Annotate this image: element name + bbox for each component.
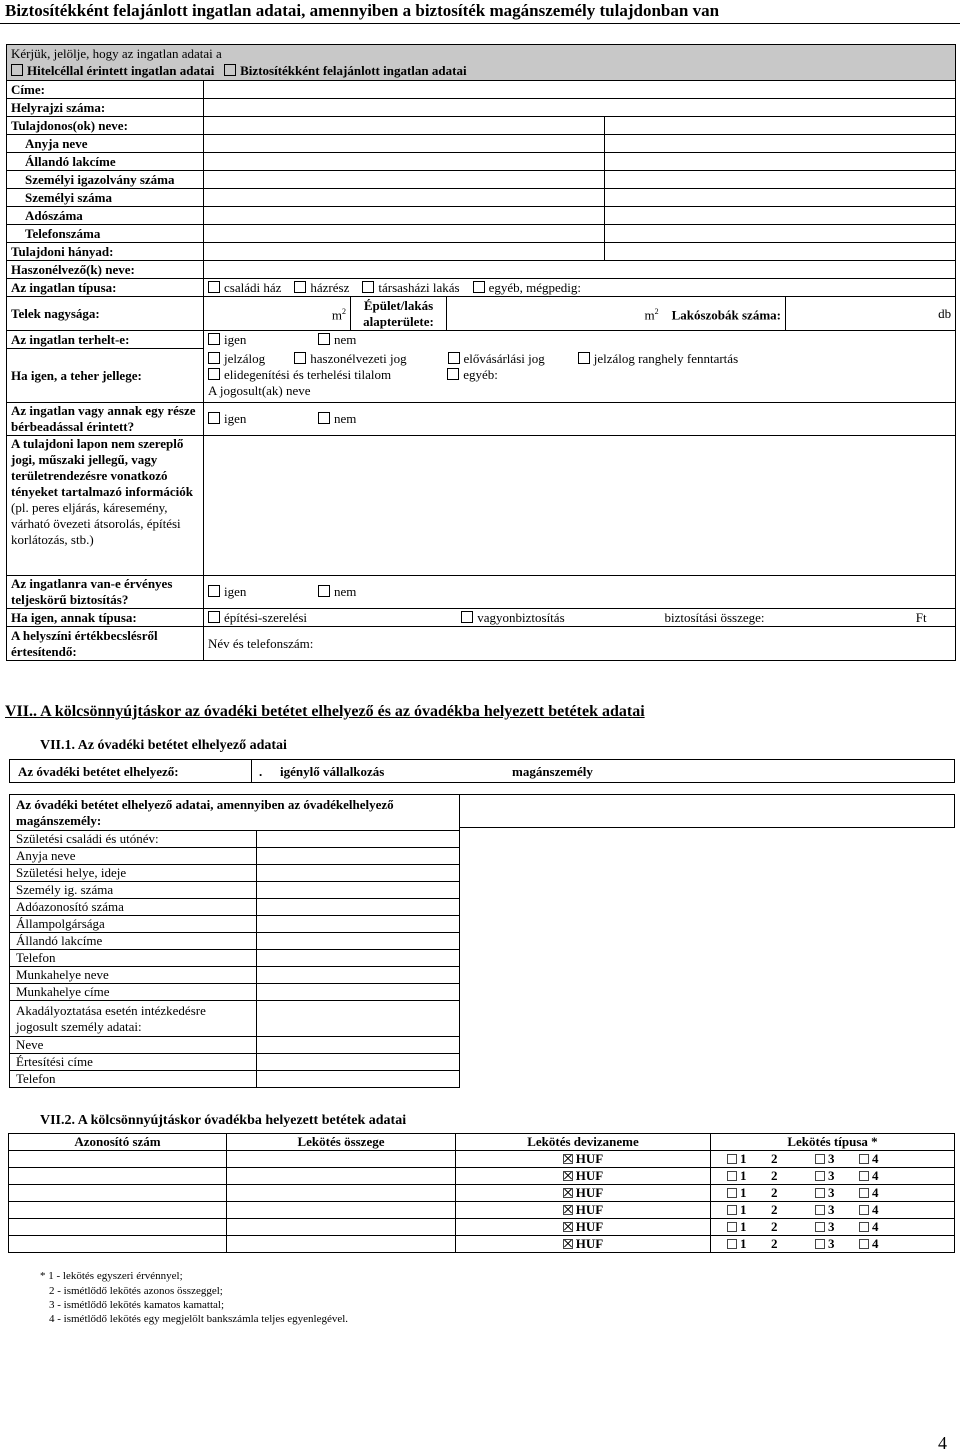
field-telefon1[interactable] [204,225,605,243]
option-ranghely[interactable]: jelzálog ranghely fenntartás [578,351,738,367]
type-label: 3 [828,1151,835,1166]
field-osszeg[interactable] [227,1151,456,1168]
type-option[interactable] [771,1219,815,1235]
option-berbe-igen[interactable]: igen [208,411,318,427]
row-label: Munkahelye címe [10,984,257,1001]
field-azonosito[interactable] [9,1219,227,1236]
checkbox-icon[interactable] [815,1171,825,1181]
checkbox-icon[interactable] [727,1205,737,1215]
checkbox-icon[interactable] [473,281,485,293]
checked-box-icon[interactable] [563,1239,573,1249]
section-vii1-heading: VII.1. Az óvadéki betétet elhelyező adatai [40,738,287,753]
currency-label: HUF [575,1151,604,1166]
currency-cell[interactable] [456,1202,711,1219]
col-header: Lekötés devizaneme [456,1134,711,1151]
type-cell [711,1236,955,1253]
row-value[interactable] [257,848,460,865]
checkbox-icon[interactable] [727,1188,737,1198]
depositor-heading-right [459,794,955,828]
option-berbe-nem[interactable]: nem [318,411,356,427]
row-value[interactable] [257,882,460,899]
checkbox-icon[interactable] [208,368,220,380]
type-option[interactable] [727,1202,771,1218]
checkbox-icon[interactable] [318,412,330,424]
field-telek[interactable]: $m^2$ [204,297,351,331]
type-label: 3 [828,1236,835,1251]
currency-label: HUF [575,1185,604,1200]
checkbox-icon[interactable] [294,281,306,293]
option-hazresz[interactable]: házrész [294,280,349,296]
depositor-heading: Az óvadéki betétet elhelyező adatai, amennyiben az óvadékelhelyező magánszemély: [10,795,460,831]
type-cell [711,1185,955,1202]
label-teher: Ha igen, a teher jellege: [7,349,204,403]
type-option[interactable] [727,1219,771,1235]
option-terhelt-igen[interactable]: igen [208,332,318,348]
footnote: * 1 - lekötés egyszeri érvénnyel; [40,1270,183,1282]
row-label: Telefon [10,950,257,967]
type-label: 3 [828,1219,835,1234]
divider [251,760,252,782]
currency-label: HUF [575,1168,604,1183]
checkbox-icon[interactable] [859,1205,869,1215]
type-option[interactable] [859,1202,879,1218]
checkbox-icon[interactable] [859,1188,869,1198]
row-label: Akadályoztatása esetén intézkedésre jogosult személy adatai: [10,1001,257,1037]
label-haszon: Haszonélvező(k) neve: [7,261,204,279]
type-label: 3 [828,1202,835,1217]
row-value[interactable] [257,967,460,984]
type-option[interactable] [727,1168,771,1184]
checkbox-icon[interactable] [362,281,374,293]
table-row [9,1185,955,1202]
type-label: 1 [740,1185,747,1200]
type-label: 4 [872,1151,879,1166]
checkbox-icon[interactable] [859,1222,869,1232]
row-value[interactable] [257,1071,460,1088]
label-elhelyezo: Az óvadéki betétet elhelyező: [18,764,179,779]
row-label: Értesítési címe [10,1054,257,1071]
label-anyja: Anyja neve [7,135,204,153]
field-cim[interactable] [204,81,956,99]
checkbox-icon[interactable] [727,1154,737,1164]
table-row [9,1219,955,1236]
label-tipus: Az ingatlan típusa: [7,279,204,297]
label-tulajdonos: Tulajdonos(ok) neve: [7,117,204,135]
option-jelzalog[interactable]: jelzálog [208,351,291,367]
type-cell [711,1168,955,1185]
checkbox-icon[interactable] [815,1188,825,1198]
option-elovasarlasi[interactable]: elővásárlási jog [448,351,575,367]
table-row [9,1236,955,1253]
type-label: 1 [740,1236,747,1251]
field-helyrajzi[interactable] [204,99,956,117]
type-label: 2 [771,1219,778,1234]
label-berbe: Az ingatlan vagy annak egy része bérbeadással érintett? [7,403,204,436]
row-label: Állandó lakcíme [10,933,257,950]
table-row [9,1151,955,1168]
ft-label: Ft [915,609,927,625]
checked-box-icon[interactable] [563,1154,573,1164]
type-label: 4 [872,1202,879,1217]
field-osszeg[interactable] [227,1219,456,1236]
checked-box-icon[interactable] [563,1205,573,1215]
checkbox-icon[interactable] [815,1222,825,1232]
label-terhelt: Az ingatlan terhelt-e: [7,331,204,349]
label-epulet: Épület/lakás alapterülete: [351,297,447,331]
label-helyszini: A helyszíni értékbecslésről értesítendő: [7,627,204,661]
currency-label: HUF [575,1202,604,1217]
field-hanyad2[interactable] [605,243,956,261]
row-value[interactable] [257,984,460,1001]
type-label: 1 [740,1168,747,1183]
field-azonosito[interactable] [9,1168,227,1185]
checkbox-icon[interactable] [461,611,473,623]
checkbox-icon[interactable] [11,64,23,76]
elhelyezo-box [9,759,955,783]
checkbox-icon[interactable] [208,585,220,597]
checkbox-icon[interactable] [208,611,220,623]
option-terhelt-nem[interactable]: nem [318,332,356,348]
type-option[interactable] [815,1219,859,1235]
checked-box-icon[interactable] [563,1222,573,1232]
row-value[interactable] [257,933,460,950]
type-option[interactable] [859,1185,879,1201]
type-option[interactable] [771,1202,815,1218]
row-value[interactable] [257,831,460,848]
row-label: Születési családi és utónév: [10,831,257,848]
type-label: 2 [771,1202,778,1217]
row-value[interactable] [257,865,460,882]
footnote: 4 - ismétlődő lekötés egy megjelölt bankszámla teljes egyenlegével. [49,1313,349,1325]
footnote: 3 - ismétlődő lekötés kamatos kamattal; [49,1299,225,1311]
field-owner2[interactable] [605,117,956,135]
currency-cell[interactable] [456,1168,711,1185]
type-option[interactable] [727,1151,771,1167]
field-anyja2[interactable] [605,135,956,153]
checkbox-icon[interactable] [815,1154,825,1164]
currency-cell[interactable] [456,1151,711,1168]
field-osszeg[interactable] [227,1185,456,1202]
type-option[interactable] [771,1151,815,1167]
checkbox-icon[interactable] [224,64,236,76]
label-cim: Címe: [7,81,204,99]
checkbox-icon[interactable] [294,352,306,364]
col-header: Lekötés összege [227,1134,456,1151]
field-lakcim2[interactable] [605,153,956,171]
checkbox-icon[interactable] [208,333,220,345]
label-adoszam: Adószáma [7,207,204,225]
type-label: 4 [872,1236,879,1251]
type-option[interactable] [815,1151,859,1167]
field-szemelyi2[interactable] [605,189,956,207]
page-title: Biztosítékként felajánlott ingatlan adatai, amennyiben a biztosíték magánszemély tulajdonban van [5,1,720,20]
property-table [6,44,956,661]
field-hanyad1[interactable] [204,243,605,261]
type-label: 1 [740,1219,747,1234]
jogosult-label: A jogosult(ak) neve [208,383,311,399]
dot-marker: . [259,764,263,779]
divider [0,23,960,24]
field-adoszam2[interactable] [605,207,956,225]
row-label: Személy ig. száma [10,882,257,899]
option-egyeb[interactable]: egyéb, mégpedig: [473,280,581,296]
field-azonosito[interactable] [9,1185,227,1202]
row-label: Születési helye, ideje [10,865,257,882]
currency-cell[interactable] [456,1236,711,1253]
type-option[interactable] [815,1202,859,1218]
type-option[interactable] [727,1236,771,1252]
type-option[interactable] [771,1185,815,1201]
type-label: 3 [828,1185,835,1200]
type-cell [711,1219,955,1236]
field-lakcim1[interactable] [204,153,605,171]
row-value[interactable] [257,1054,460,1071]
option-egyeb-teher[interactable]: egyéb: [447,367,498,383]
type-option[interactable] [859,1219,879,1235]
type-label: 4 [872,1185,879,1200]
type-label: 2 [771,1168,778,1183]
checkbox-icon[interactable] [448,352,460,364]
row-value[interactable] [257,1001,460,1037]
label-bizt-tipus: Ha igen, annak típusa: [7,609,204,627]
label-telefon: Telefonszáma [7,225,204,243]
label-helyrajzi: Helyrajzi száma: [7,99,204,117]
type-label: 4 [872,1168,879,1183]
option-haszonelvezeti[interactable]: haszonélvezeti jog [294,351,444,367]
field-azonosito[interactable] [9,1151,227,1168]
option-elidegenitesi[interactable]: elidegenítési és terhelési tilalom [208,367,444,383]
checkbox-hitel[interactable]: Hitelcéllal érintett ingatlan adatai [11,63,214,79]
field-szig2[interactable] [605,171,956,189]
checkbox-icon[interactable] [578,352,590,364]
option-bizt-igen[interactable]: igen [208,584,318,600]
option-csaladi-haz[interactable]: családi ház [208,280,281,296]
label-szig: Személyi igazolvány száma [7,171,204,189]
checkbox-icon[interactable] [208,352,220,364]
checkbox-icon[interactable] [727,1239,737,1249]
table-row [9,1202,955,1219]
option-vagyon[interactable]: vagyonbiztosítás [461,610,661,626]
checkbox-icon[interactable] [727,1222,737,1232]
label-hanyad: Tulajdoni hányad: [7,243,204,261]
field-tulajdoni-lap[interactable] [204,436,956,576]
option-bizt-nem[interactable]: nem [318,584,356,600]
field-szemelyi1[interactable] [204,189,605,207]
field-anyja1[interactable] [204,135,605,153]
field-osszeg[interactable] [227,1236,456,1253]
section-vii-heading: VII.. A kölcsönnyújtáskor az óvadéki betétet elhelyező és az óvadékba helyezett betétek adatai [5,703,645,720]
type-option[interactable] [815,1236,859,1252]
row-label: Állampolgársága [10,916,257,933]
type-label: 1 [740,1151,747,1166]
option-tarsashazi[interactable]: társasházi lakás [362,280,459,296]
field-azonosito[interactable] [9,1236,227,1253]
depositor-table [9,794,460,1088]
row-value[interactable] [257,899,460,916]
checkbox-icon[interactable] [447,368,459,380]
option-igenylo[interactable]: igénylő vállalkozás [280,764,385,779]
type-label: 1 [740,1202,747,1217]
label-lakcim: Állandó lakcíme [7,153,204,171]
row-label: Munkahelye neve [10,967,257,984]
field-epulet[interactable]: $m^2$ Lakószobák száma: [447,297,786,331]
field-szig1[interactable] [204,171,605,189]
col-header: Azonosító szám [9,1134,227,1151]
currency-label: HUF [575,1219,604,1234]
row-label: Anyja neve [10,848,257,865]
label-tulajdoni-lap: A tulajdoni lapon nem szereplő jogi, műszaki jellegű, vagy területrendezésre vonatkozó tényeket tartalmazó információk (pl. peres eljárás, káresemény, várható övezeti átsorolás, építési korlátozás, stb.) [7,436,204,576]
option-epitesi[interactable]: építési-szerelési [208,610,458,626]
type-label: 3 [828,1168,835,1183]
checkbox-icon[interactable] [859,1171,869,1181]
currency-cell[interactable] [456,1219,711,1236]
row-value[interactable] [257,916,460,933]
col-header: Lekötés típusa * [711,1134,955,1151]
section-vii2-heading: VII.2. A kölcsönnyújtáskor óvadékba helyezett betétek adatai [40,1113,407,1128]
type-option[interactable] [727,1185,771,1201]
field-lakoszoba[interactable]: db [786,297,956,331]
bizt-osszeg-label: biztosítási összege: [664,609,765,625]
field-osszeg[interactable] [227,1202,456,1219]
footnote: 2 - ismétlődő lekötés azonos összeggel; [49,1285,223,1297]
type-option[interactable] [859,1236,879,1252]
label-telek: Telek nagysága: [7,297,204,331]
checkbox-icon[interactable] [318,585,330,597]
checkbox-icon[interactable] [859,1154,869,1164]
type-option[interactable] [771,1168,815,1184]
field-adoszam1[interactable] [204,207,605,225]
label-szemelyi: Személyi száma [7,189,204,207]
row-label: Neve [10,1037,257,1054]
table-row [9,1168,955,1185]
row-label: Adóazonosító száma [10,899,257,916]
checkbox-bizt[interactable]: Biztosítékként felajánlott ingatlan adatai [224,63,466,79]
checkbox-icon[interactable] [208,412,220,424]
deposits-table [8,1133,955,1253]
page-number: 4 [938,1433,947,1453]
intro-text: Kérjük, jelölje, hogy az ingatlan adatai a [7,45,956,63]
currency-cell[interactable] [456,1185,711,1202]
type-label: 2 [771,1151,778,1166]
checked-box-icon[interactable] [563,1188,573,1198]
checkbox-icon[interactable] [318,333,330,345]
checkbox-icon[interactable] [208,281,220,293]
field-osszeg[interactable] [227,1168,456,1185]
type-option[interactable] [771,1236,815,1252]
type-option[interactable] [815,1185,859,1201]
type-option[interactable] [859,1168,879,1184]
type-option[interactable] [859,1151,879,1167]
field-haszon[interactable] [204,261,956,279]
checkbox-icon[interactable] [727,1171,737,1181]
option-maganszemely[interactable]: magánszemély [512,764,593,779]
type-label: 2 [771,1236,778,1251]
field-telefon2[interactable] [605,225,956,243]
row-value[interactable] [257,1037,460,1054]
field-helyszini[interactable]: Név és telefonszám: [204,627,956,661]
type-label: 4 [872,1219,879,1234]
checkbox-icon[interactable] [859,1239,869,1249]
row-label: Telefon [10,1071,257,1088]
checked-box-icon[interactable] [563,1171,573,1181]
label-biztositas: Az ingatlanra van-e érvényes teljeskörű biztosítás? [7,576,204,609]
type-cell [711,1151,955,1168]
checkbox-icon[interactable] [815,1205,825,1215]
type-option[interactable] [815,1168,859,1184]
currency-label: HUF [575,1236,604,1251]
type-label: 2 [771,1185,778,1200]
row-value[interactable] [257,950,460,967]
type-cell [711,1202,955,1219]
checkbox-icon[interactable] [815,1239,825,1249]
field-azonosito[interactable] [9,1202,227,1219]
field-owner1[interactable] [204,117,605,135]
